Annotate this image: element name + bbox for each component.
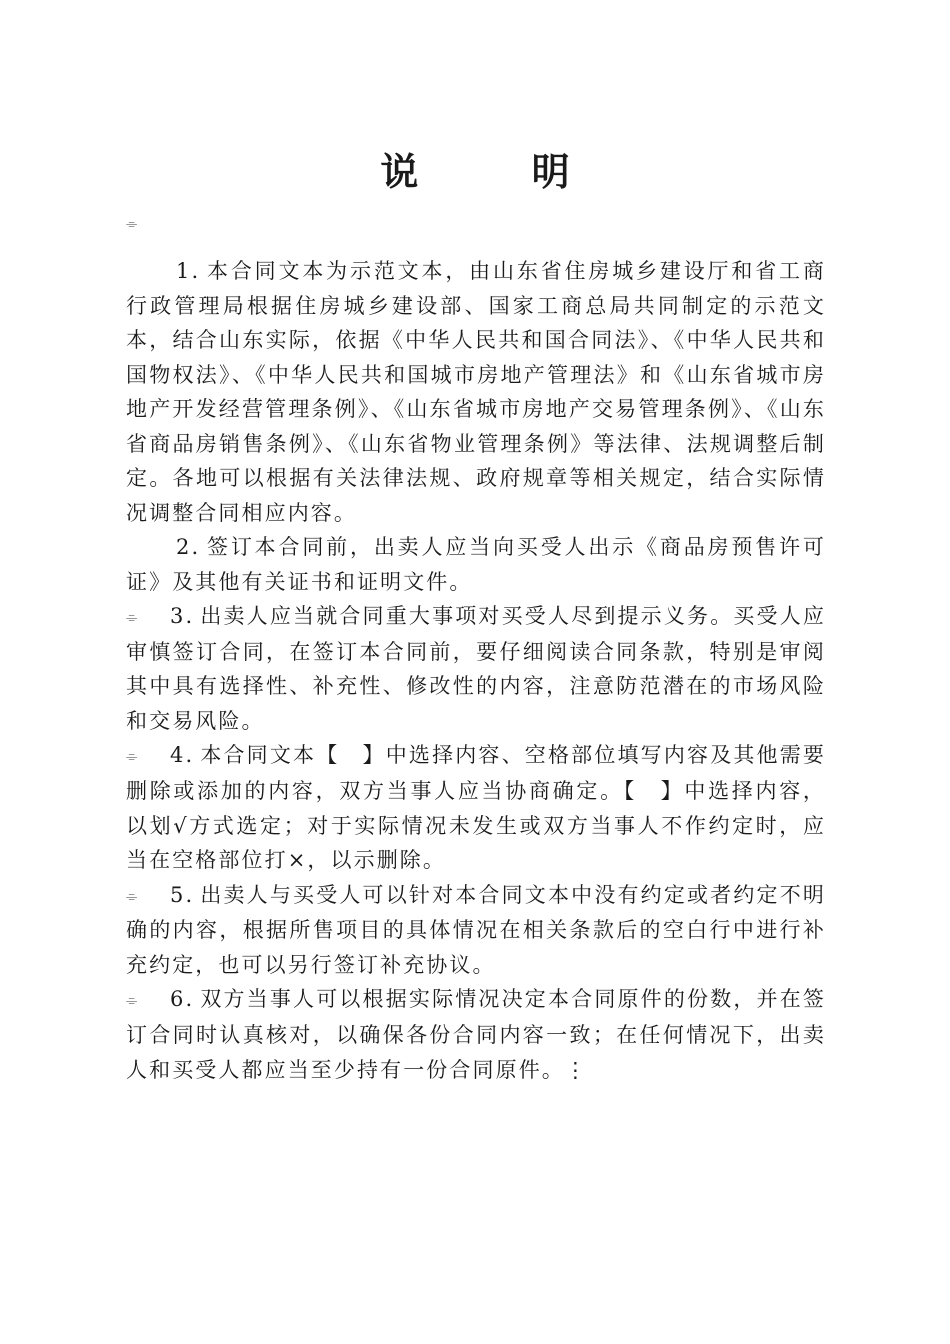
paragraph-text: 出卖人应当就合同重大事项对买受人尽到提示义务。买受人应审慎签订合同，在签订本合同前，要仔细阅读合同条款，特别是审阅其中具有选择性、补充性、修改性的内容，注意防范潜在的市场风险和交易风险。: [126, 604, 826, 733]
paragraph-mark: ⌯: [126, 992, 140, 1009]
paragraph-4: [126, 738, 826, 877]
paragraph-number: 3.: [170, 604, 195, 628]
paragraph-mark: ⌯: [126, 609, 140, 626]
paragraph-text: 双方当事人可以根据实际情况决定本合同原件的份数，并在签订合同时认真核对，以确保各份合同内容一致；在任何情况下，出卖人和买受人都应当至少持有一份合同原件。: [126, 987, 826, 1082]
paragraph-text: 本合同文本为示范文本，由山东省住房城乡建设厅和省工商行政管理局根据住房城乡建设部、国家工商总局共同制定的示范文本，结合山东实际，依据《中华人民共和国合同法》、《中华人民共和国物权法》、《中华人民共和国城市房地产管理法》和《山东省城市房地产开发经营管理条例》、《山东省城市房地产交易管理条例》、《山东省商品房销售条例》、《山东省物业管理条例》等法律、法规调整后制定。各地可以根据有关法律法规、政府规章等相关规定，结合实际情况调整合同相应内容。: [126, 259, 826, 525]
end-mark: ⋮: [564, 1057, 589, 1082]
paragraph-mark: ⌯: [126, 748, 140, 765]
paragraph-number: 5.: [170, 882, 195, 907]
paragraph-mark: ⌯: [126, 216, 138, 232]
paragraph-1: [126, 254, 826, 530]
page-title: 说 明: [380, 149, 620, 194]
paragraph-mark: ⌯: [126, 887, 140, 904]
paragraph-number: 1.: [176, 259, 201, 283]
paragraph-number: 6.: [170, 987, 195, 1012]
paragraph-number: 2.: [176, 535, 201, 559]
paragraph-text: 签订本合同前，出卖人应当向买受人出示《商品房预售许可证》及其他有关证书和证明文件。: [126, 535, 826, 594]
paragraph-text: 出卖人与买受人可以针对本合同文本中没有约定或者约定不明确的内容，根据所售项目的具体情况在相关条款后的空白行中进行补充约定，也可以另行签订补充协议。: [126, 882, 826, 977]
paragraph-2: [126, 530, 826, 599]
paragraph-text: 本合同文本【 】中选择内容、空格部位填写内容及其他需要删除或添加的内容，双方当事人应当协商确定。【 】中选择内容，以划√方式选定；对于实际情况未发生或双方当事人不作约定时，应当在空格部位打×，以示删除。: [126, 743, 826, 872]
paragraph-5: [126, 878, 826, 983]
paragraph-3: [126, 599, 826, 738]
paragraph-number: 4.: [170, 743, 195, 768]
paragraph-6: [126, 982, 826, 1087]
document-body: [126, 254, 826, 1087]
